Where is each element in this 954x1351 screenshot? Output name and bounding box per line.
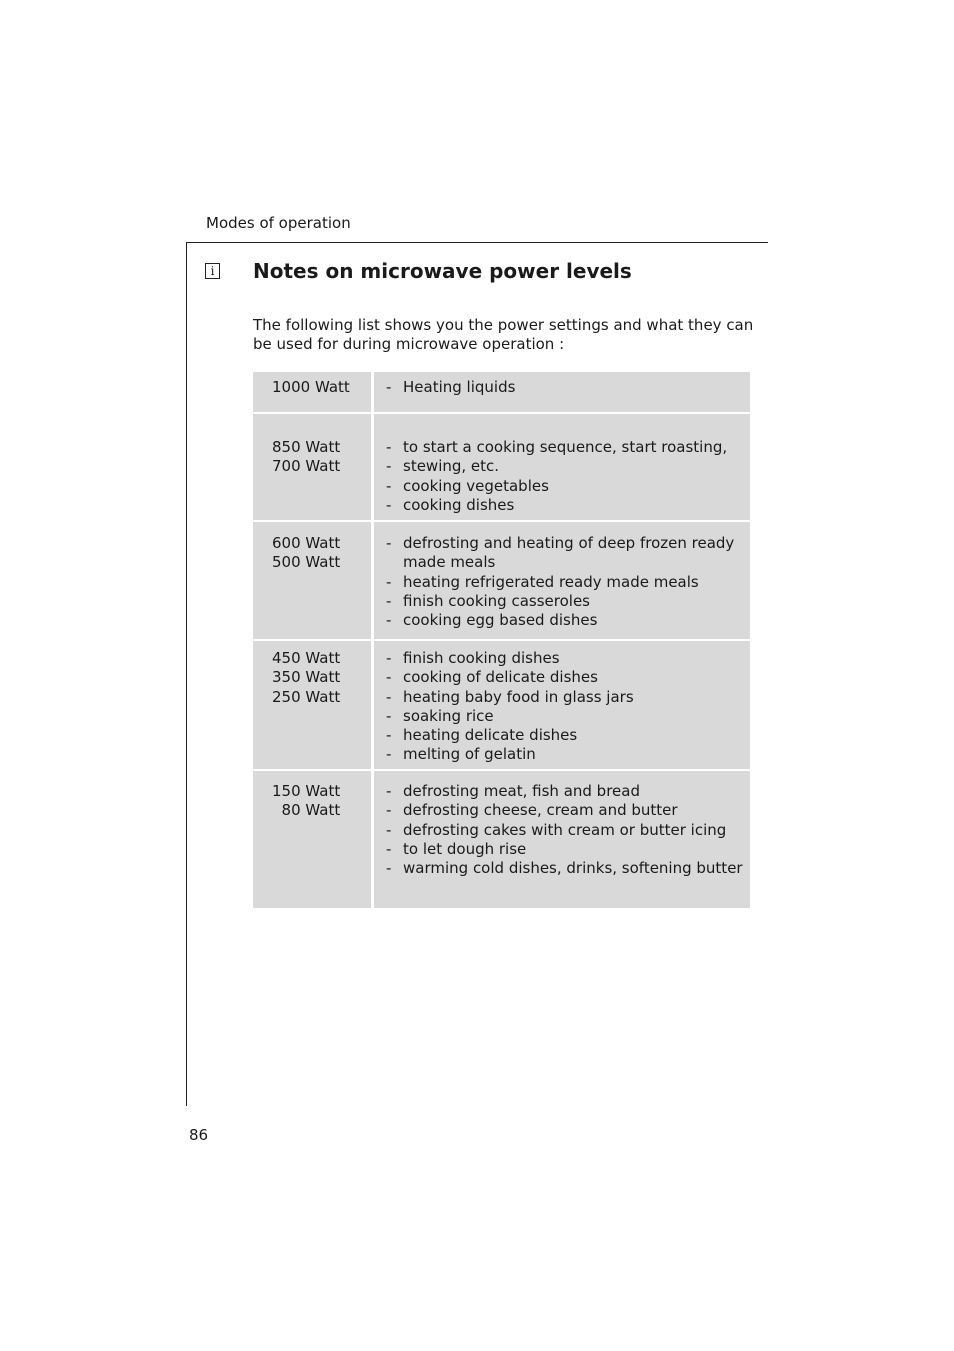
usage-line: to let dough rise (403, 839, 527, 858)
usage-text (403, 668, 598, 687)
header-rule (186, 242, 768, 243)
usage-text (403, 726, 577, 745)
usage-item (386, 438, 750, 457)
usage-line: Heating liquids (403, 378, 516, 396)
dash-bullet: - (386, 801, 392, 820)
usage-cell (374, 522, 750, 639)
power-value: 500 Watt (272, 553, 341, 572)
usage-text (403, 801, 678, 820)
usage-cell (374, 771, 750, 908)
power-setting-cell (253, 414, 371, 520)
usage-text (403, 821, 726, 840)
usage-line: defrosting cakes with cream or butter icing (403, 820, 727, 839)
usage-item (386, 611, 750, 630)
page-number: 86 (189, 1126, 209, 1144)
usage-line: heating refrigerated ready made meals (403, 572, 699, 591)
usage-item (386, 378, 750, 397)
power-value: 350 Watt (272, 668, 341, 687)
dash-bullet: - (386, 534, 392, 552)
dash-bullet: - (386, 476, 392, 495)
usage-line: finish cooking casseroles (403, 591, 590, 610)
intro-paragraph: The following list shows you the power settings and what they can be used for during microwave operation : (253, 316, 754, 354)
usage-line: made meals (403, 553, 496, 572)
power-value: 450 Watt (272, 649, 341, 667)
usage-item (386, 668, 750, 687)
table-row (253, 372, 750, 412)
dash-bullet: - (386, 378, 392, 396)
dash-bullet: - (386, 668, 392, 687)
dash-bullet: - (386, 745, 392, 764)
table-row (253, 771, 750, 908)
usage-cell (374, 414, 750, 520)
table-row (253, 522, 750, 639)
power-value: 700 Watt (272, 457, 341, 476)
dash-bullet: - (386, 495, 392, 514)
dash-bullet: - (386, 782, 392, 800)
usage-text (403, 745, 536, 764)
usage-line: heating delicate dishes (403, 726, 578, 745)
usage-text (403, 477, 549, 496)
power-value: 600 Watt (272, 534, 341, 552)
page-title: Notes on microwave power levels (253, 259, 632, 283)
power-setting-cell (253, 372, 371, 412)
usage-text (403, 782, 640, 801)
dash-bullet: - (386, 687, 392, 706)
usage-text (403, 611, 597, 630)
section-label: Modes of operation (206, 214, 351, 232)
usage-item (386, 782, 750, 801)
power-levels-table (253, 372, 750, 908)
power-value: 250 Watt (272, 687, 341, 706)
dash-bullet: - (386, 859, 392, 878)
dash-bullet: - (386, 438, 392, 456)
table-row (253, 414, 750, 520)
power-setting-cell (253, 522, 371, 639)
power-setting-cell (253, 641, 371, 769)
power-value: 1000 Watt (272, 378, 350, 396)
usage-text (403, 573, 699, 592)
usage-line: defrosting meat, fish and bread (403, 782, 640, 800)
usage-text (403, 534, 734, 573)
usage-text (403, 592, 590, 611)
usage-item (386, 840, 750, 859)
dash-bullet: - (386, 726, 392, 745)
usage-text (403, 438, 727, 457)
power-setting-cell (253, 771, 371, 908)
dash-bullet: - (386, 839, 392, 858)
dash-bullet: - (386, 820, 392, 839)
usage-item (386, 688, 750, 707)
usage-text (403, 707, 494, 726)
usage-item (386, 477, 750, 496)
usage-item (386, 573, 750, 592)
usage-text (403, 859, 743, 878)
usage-text (403, 840, 526, 859)
power-value: 150 Watt (272, 782, 341, 800)
usage-line: soaking rice (403, 706, 494, 725)
table-row (253, 641, 750, 769)
dash-bullet: - (386, 591, 392, 610)
power-value: 80 Watt (272, 801, 341, 820)
usage-text (403, 457, 499, 476)
dash-bullet: - (386, 457, 392, 476)
usage-line: cooking egg based dishes (403, 611, 598, 630)
usage-item (386, 649, 750, 668)
usage-line: defrosting and heating of deep frozen ready (403, 534, 735, 552)
usage-line: warming cold dishes, drinks, softening butter (403, 859, 743, 878)
dash-bullet: - (386, 649, 392, 667)
info-icon: i (205, 263, 220, 279)
usage-line: cooking vegetables (403, 476, 549, 495)
usage-line: heating baby food in glass jars (403, 687, 634, 706)
usage-item (386, 801, 750, 820)
margin-rule (186, 242, 187, 1106)
usage-item (386, 707, 750, 726)
usage-text (403, 378, 515, 397)
usage-line: melting of gelatin (403, 745, 536, 764)
usage-line: cooking dishes (403, 495, 515, 514)
usage-item (386, 457, 750, 476)
usage-item (386, 592, 750, 611)
usage-line: stewing, etc. (403, 457, 500, 476)
usage-item (386, 534, 750, 573)
power-value: 850 Watt (272, 438, 341, 456)
usage-item (386, 745, 750, 764)
usage-item (386, 726, 750, 745)
dash-bullet: - (386, 706, 392, 725)
usage-line: to start a cooking sequence, start roasting, (403, 438, 728, 456)
usage-line: defrosting cheese, cream and butter (403, 801, 678, 820)
dash-bullet: - (386, 572, 392, 591)
usage-cell (374, 372, 750, 412)
usage-text (403, 649, 560, 668)
dash-bullet: - (386, 611, 392, 630)
usage-item (386, 821, 750, 840)
usage-cell (374, 641, 750, 769)
usage-line: finish cooking dishes (403, 649, 560, 667)
usage-item (386, 496, 750, 515)
usage-line: cooking of delicate dishes (403, 668, 598, 687)
usage-item (386, 859, 750, 878)
usage-text (403, 496, 514, 515)
usage-text (403, 688, 634, 707)
